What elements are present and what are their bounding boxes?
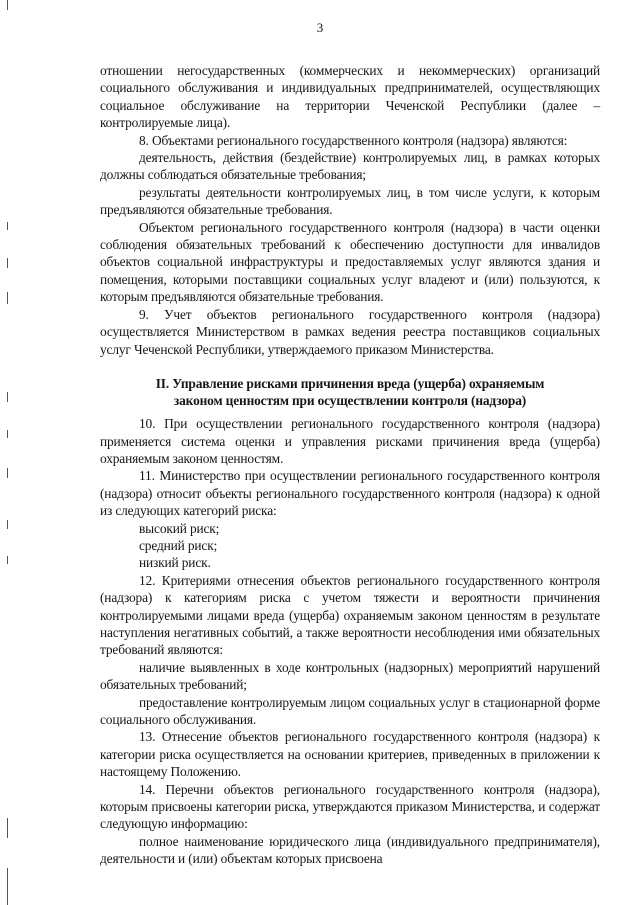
- scan-mark: [7, 258, 8, 268]
- paragraph: 13. Отнесение объектов регионального государственного контроля (надзора) к категории риска осуществляется на основании критериев, приведенных в приложении к настоящему Положению.: [100, 729, 600, 780]
- scan-mark: [7, 222, 8, 230]
- page-number: 3: [316, 20, 324, 35]
- paragraph: 11. Министерство при осуществлении регионального государственного контроля (надзора) относит объекты регионального государственного контроля (надзора) к одной из следующих категорий риска:: [100, 468, 600, 519]
- scan-margin-marks: [0, 0, 14, 905]
- paragraph: предоставление контролируемым лицом социальных услуг в стационарной форме социального обслуживания.: [100, 694, 600, 727]
- section-heading-line-1: II. Управление рисками причинения вреда (ущерба) охраняемым: [155, 375, 545, 391]
- scan-mark: [7, 468, 8, 478]
- paragraphs-before-section: [100, 62, 600, 358]
- section-heading: [100, 376, 600, 409]
- document-body: [100, 62, 600, 868]
- paragraph: 9. Учет объектов регионального государственного контроля (надзора) осуществляется Министерством в рамках ведения реестра поставщиков социальных услуг Чеченской Республики, утверждаемого приказом Министерства.: [100, 306, 600, 357]
- paragraphs-after-section: [100, 415, 600, 868]
- scan-mark: [7, 556, 8, 564]
- paragraph: средний риск;: [139, 537, 218, 553]
- paragraph: низкий риск.: [139, 555, 211, 571]
- scan-mark: [7, 868, 8, 905]
- scan-mark: [7, 520, 8, 529]
- scan-mark: [7, 0, 8, 10]
- paragraph: 12. Критериями отнесения объектов регионального государственного контроля (надзора) к категориям риска с учетом тяжести и вероятности причинения контролируемыми лицами вреда (ущерба) охраняемым законом ценностям в результате наступления негативных событий, а также вероятности несоблюдения ими обязательных требований являются:: [100, 572, 600, 658]
- scan-mark: [7, 818, 8, 838]
- paragraph: 14. Перечни объектов регионального государственного контроля (надзора), которым присвоены категории риска, утверждаются приказом Министерства, и содержат следующую информацию:: [100, 781, 600, 832]
- paragraph: наличие выявленных в ходе контрольных (надзорных) мероприятий нарушений обязательных требований;: [100, 659, 600, 693]
- scan-mark: [7, 430, 8, 438]
- paragraph: высокий риск;: [139, 520, 220, 536]
- paragraph: полное наименование юридического лица (индивидуального предпринимателя), деятельности и (или) объектам которых присвоена: [100, 833, 600, 867]
- paragraph: результаты деятельности контролируемых лиц, в том числе услуги, к которым предъявляются обязательные требования.: [100, 184, 600, 218]
- paragraph: отношении негосударственных (коммерческих и некоммерческих) организаций социального обслуживания и индивидуальных предпринимателей, осуществляющих социальное обслуживание на территории Чеченской Республики (далее – контролируемые лица).: [100, 63, 600, 131]
- paragraph: 8. Объектами регионального государственного контроля (надзора) являются:: [139, 132, 568, 148]
- scan-mark: [7, 292, 8, 304]
- section-heading-line-2: законом ценностям при осуществлении контроля (надзора): [173, 392, 527, 408]
- paragraph: Объектом регионального государственного контроля (надзора) в части оценки соблюдения обязательных требований к обеспечению доступности для инвалидов объектов социальной инфраструктуры и предоставляемых услуг являются здания и помещения, которыми поставщики социальных услуг владеют и (или) пользуются, к которым предъявляются обязательные требования.: [100, 219, 600, 305]
- paragraph: 10. При осуществлении регионального государственного контроля (надзора) применяется система оценки и управления рисками причинения вреда (ущерба) охраняемым законом ценностям.: [100, 416, 600, 466]
- scan-mark: [7, 392, 8, 402]
- paragraph: деятельность, действия (бездействие) контролируемых лиц, в рамках которых должны соблюдаться обязательные требования;: [100, 150, 600, 183]
